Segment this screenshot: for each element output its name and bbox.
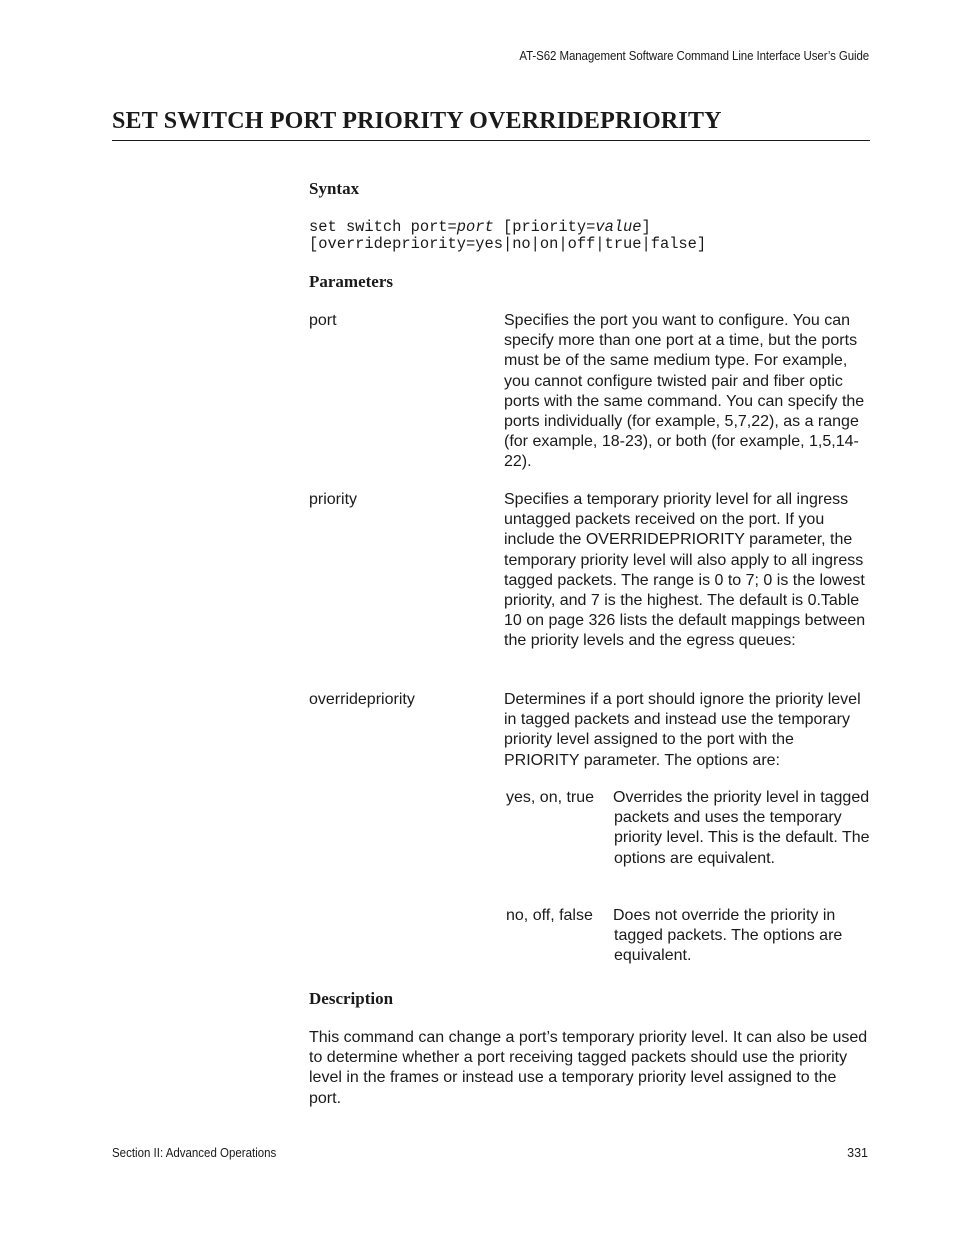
syntax-heading: Syntax	[309, 179, 360, 198]
syntax-var-value: value	[595, 218, 642, 236]
option-desc-no: Does not override the priority in tagged packets. The options are equivalent.	[613, 907, 843, 965]
param-name-overridepriority: overridepriority	[309, 691, 415, 708]
page-title: SET SWITCH PORT PRIORITY OVERRIDEPRIORITY	[112, 108, 722, 134]
description-heading: Description	[309, 989, 394, 1008]
title-rule	[112, 140, 870, 141]
param-desc-overridepriority: Determines if a port should ignore the priority level in tagged packets and instead use the temporary priority level assigned to the port with the PRIORITY parameter. The options are:	[504, 691, 861, 769]
option-desc-yes: Overrides the priority level in tagged packets and uses the temporary priority level. This is the default. The options are equivalent.	[613, 789, 870, 867]
param-desc-port: Specifies the port you want to configure. You can specify more than one port at a time, but the ports must be of the same medium type. For example, you cannot configure twisted pair and fiber optic ports with the same command. You can specify the ports individually (for example, 5,7,22), as a range (for example, 18-23), or both (for example, 1,5,14-22).	[504, 312, 865, 471]
option-name-no: no, off, false	[506, 907, 593, 924]
param-name-priority: priority	[309, 491, 358, 508]
syntax-line1-prefix: set switch port=	[309, 218, 457, 236]
footer-page-number: 331	[847, 1146, 868, 1160]
syntax-line1-mid: [priority=	[493, 218, 596, 236]
syntax-line1-suffix: ]	[641, 218, 651, 236]
footer-section: Section II: Advanced Operations	[112, 1146, 277, 1160]
parameters-heading: Parameters	[309, 272, 394, 291]
syntax-line2: [overridepriority=yes|no|on|off|true|false]	[309, 234, 707, 253]
param-desc-priority: Specifies a temporary priority level for all ingress untagged packets received on the port. If you include the OVERRIDEPRIORITY parameter, the temporary priority level will also apply to all ingress tagged packets. The range is 0 to 7; 0 is the lowest priority, and 7 is the highest. The default is 0.Table 10 on page 326 lists the default mappings between the priority levels and the egress queues:	[504, 491, 866, 650]
description-body: This command can change a port’s temporary priority level. It can also be used to determine whether a port receiving tagged packets should use the priority level in the frames or instead use a temporary priority level assigned to the port.	[309, 1029, 868, 1107]
syntax-block	[309, 219, 706, 252]
syntax-var-port: port	[456, 218, 494, 236]
param-name-port: port	[309, 312, 337, 329]
option-name-yes: yes, on, true	[506, 789, 595, 806]
running-header: AT-S62 Management Software Command Line Interface User’s Guide	[519, 49, 869, 63]
